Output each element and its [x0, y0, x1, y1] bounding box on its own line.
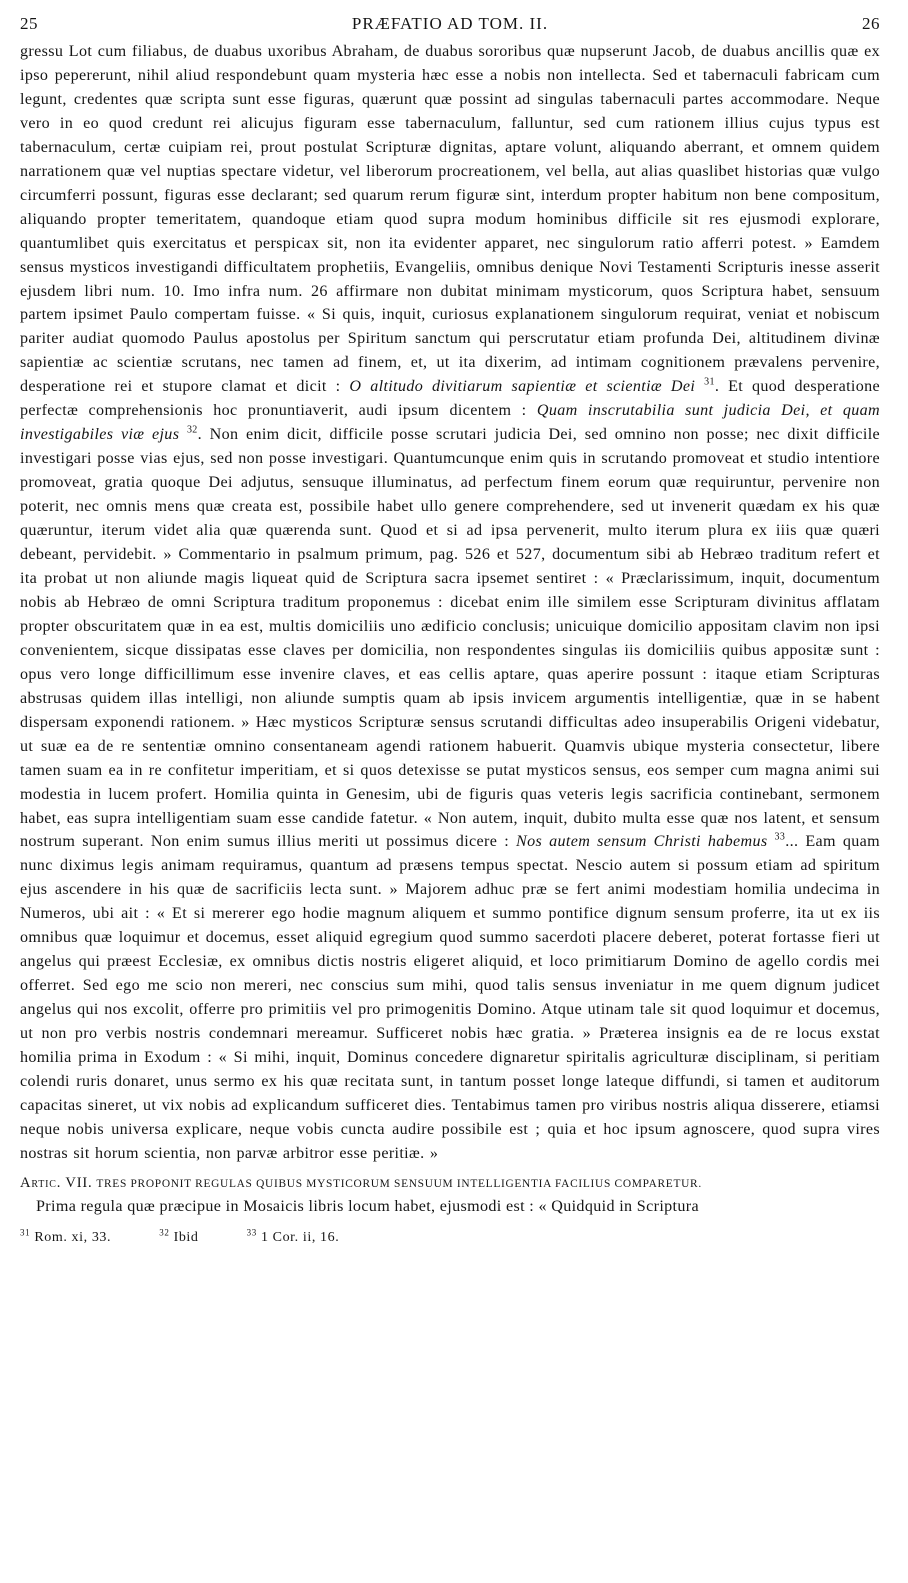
text-segment: ... Eam quam nunc diximus legis animam requiramus, quantum ad præsens tempus spectat. Nescio autem si possum etiam ad spiritum ejus ascendere in his quæ de sacrificiis lecta sunt. » Majorem adhuc præ se fert animi modestiam homilia undecima in Numeros, ubi ait : « Et si mererer ego hodie magnum aliquem et summo pontifice dignum sensum proferre, ita ut ex iis omnibus quæ loquimur et docemus, esset aliquid egregium quod summo sacerdoti placere deberet, poterat fortasse fieri ut angelus qui præest Ecclesiæ, ex omnibus dictis nostris eligeret aliquid, et loco primitiarum Domino de agello cordis mei offerret. Sed ego me scio non mereri, nec conscius sum mihi, quod talis sensus inveniatur in me quem dignum judicet angelus qui nos excolit, offerre pro primitiis vel pro primogenitis Domino. Atque utinam tale sit quod loquimur et docemus, ut non pro verbis nostris condemnari mereamur. Sufficeret nobis hæc gratia. » Præterea insignis ea de re locus exstat homilia prima in Exodum : « Si mihi, inquit, Dominus concedere dignaretur spiritalis agriculturæ disciplinam, si peritiam colendi ruris donaret, unus sermo ex his quæ recitata sunt, in tantum posset longe lateque diffundi, si tamen et auditorum capacitas sineret, ut vix nobis ad explicandum sufficeret dies. Tentabimus tamen pro viribus nostris aliqua disserere, etiamsi neque nobis universa explicare, neque vobis cuncta audire possibile est ; quia et hoc ipsum agnoscere, quod supra vires nostras sit horum scientia, non parvæ arbitror esse peritiæ. »: [20, 833, 881, 1162]
footnote-32: $^{32}$ Ibid: [159, 1227, 199, 1246]
footnote-ref-32[interactable]: 32: [186, 424, 198, 436]
article-number: Artic. VII.: [20, 1174, 93, 1191]
quote-romans-11-33-b: Quam inscrutabilia sunt judicia Dei, et quam investigabiles viæ ejus: [20, 402, 880, 444]
main-text: [20, 40, 880, 1166]
footnote-31: $^{31}$ Rom. xi, 33.: [20, 1227, 112, 1246]
footnote-33: $^{33}$ 1 Cor. ii, 16.: [246, 1227, 340, 1246]
running-header: [20, 14, 880, 40]
footnote-ref-31[interactable]: 31: [704, 376, 715, 388]
article-text: Prima regula quæ præcipue in Mosaicis libris locum habet, ejusmodi est : « Quidquid in Scriptura: [36, 1197, 699, 1215]
page: [20, 14, 880, 1246]
text-segment: . Et quod desperatione perfectæ comprehensionis hoc pronuntiaverit, audi ipsum dicentem :: [20, 378, 881, 420]
page-number-right: 26: [861, 14, 880, 33]
article-title: TRES PROPONIT REGULAS QUIBUS MYSTICORUM SENSUUM INTELLIGENTIA FACILIUS COMPARETUR.: [96, 1177, 702, 1190]
text-segment: . Non enim dicit, difficile posse scrutari judicia Dei, sed omnino non posse; nec dixit difficile investigari posse vias ejus, sed non posse investigari. Quantumcunque enim quis in scrutando promoveat et studio intentiore promoveat, gratia quoque Dei adjutus, sensuque illuminatus, ad perfectum finem eorum quæ requiruntur, pervenire non poterit, nec omnis mens quæ creata est, possibile habet ullo genere comprehendere, sed ut invenerit quædam ex his quæ quæruntur, iterum videt alia quæ quærenda sunt. Quod et si ad ipsa pervenerit, multo iterum plura ex iiis quæ quæri debeant, pervidebit. » Commentario in psalmum primum, pag. 526 et 527, documentum sibi ab Hebræo traditum refert et ita probat ut non aliunde magis liqueat quid de Scriptura sacra ipsemet sentiret : « Præclarissimum, inquit, documentum nobis ab Hebræo de omni Scriptura traditum proponemus : dicebat enim ille similem esse Scripturam divinitus afflatam propter obscuritatem quæ in ea est, multis domiciliis uno ædificio conclusis; unicuique domicilio appositam clavim non ipsi convenientem, sicque dissipatas esse claves per domicilia, non respondentes singulas iis domiciliis quibus appositæ sunt : opus vero longe difficillimum esse invenire claves, et eas cellis aptare, quas aperire possunt : itaque etiam Scripturas abstrusas quidem illas intelligi, non aliunde sumptis quam ab ipsis invicem argumentis intelligentiæ, quæ in se habent dispersam exponendi rationem. » Hæc mysticos Scripturæ sensus scrutandi difficultas adeo insuperabilis Origeni videbatur, ut suæ ea de re sententiæ omnino consentaneam agendi rationem habuerit. Quamvis ubique mysteria consectetur, libere tamen suam ea in re confitetur imperitiam, et si quos detexisse se putat mysticos sensus, eos semper cum magna animi sui modestia in lucem profert. Homilia quinta in Genesim, ubi de figuris quas veteris legis sacrificia continebant, sermonem habet, eas supra intelligentiam suam esse candide fatetur. « Non autem, inquit, dubito multa esse quæ nos latent, et sensum nostrum superant. Non enim sumus illius meriti ut possimus dicere :: [20, 426, 881, 851]
quote-romans-11-33: O altitudo divitiarum sapientiæ et scientiæ Dei: [349, 378, 696, 396]
running-title: PRÆFATIO AD TOM. II.: [351, 14, 549, 33]
quote-1-cor-2-16: Nos autem sensum Christi habemus: [516, 833, 768, 851]
footnote-ref-33[interactable]: 33: [774, 832, 786, 844]
footnotes: [20, 1228, 880, 1247]
article-heading: [20, 1172, 880, 1195]
page-number-left: 25: [20, 14, 38, 33]
text-segment: gressu Lot cum filiabus, de duabus uxoribus Abraham, de duabus sororibus quæ nupserunt Jacob, de duabus ancillis quæ ex ipso pepererunt, nihil aliud respondebunt quam mysteria hæc esse a nobis non intellecta. Sed et tabernaculi fabricam cum legunt, credentes quæ scripta sunt esse figuras, quærunt quæ possint ad singulas tabernaculi partes accommodare. Neque vero in eo quod credunt rei alicujus figuram esse tabernaculum, falluntur, sed cum rationem illius cujus typus est tabernaculum, certæ cuipiam rei, prout postulat Scripturæ dignitas, aptare volunt, aliquando aberrant, et omnem quidem narrationem quæ vel nuptias spectare videtur, vel liberorum procreationem, vel bella, aut alias quaslibet historias quæ vulgo circumferri possunt, figuras esse declarant; sed quarum rerum figuræ sint, interdum propter habitum non bene compositum, aliquando propter temeritatem, quandoque etiam quod supra modum hominibus difficile sit res ejusmodi explorare, quantumlibet quis exercitatus et perspicax sit, non ita evidenter apparet, nec singulorum ratio afferri potest. » Eamdem sensus mysticos investigandi difficultatem prophetiis, Evangeliis, omnibus denique Novi Testamenti Scripturis inesse asserit ejusdem libri num. 10. Imo infra num. 26 affirmare non dubitat minimam mysticorum, quos Scriptura habet, sensuum partem ipsimet Paulo compertam fuisse. « Si quis, inquit, curiosus explanationem singulorum requirat, veniat et nobiscum pariter audiat quomodo Paulus apostolus per Spiritum sanctum qui perscrutatur etiam profunda Dei, altitudinem divinæ sapientiæ ac scientiæ scrutans, nec tamen ad finem, et, ut ita dixerim, ad intimam cognitionem prævalens pervenire, desperatione rei et stupore clamat et dicit :: [20, 43, 880, 396]
